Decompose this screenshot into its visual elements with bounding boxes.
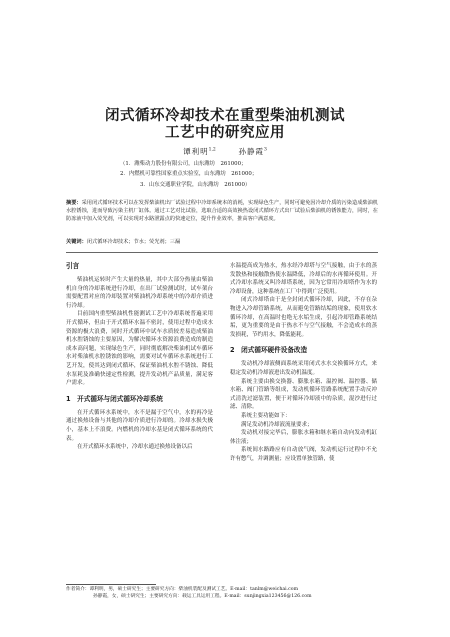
paragraph: 发动机冷却液侧面系统采用闭式水水交换循环方式，来稳定发动机冷却液进出发动机温度。 (230, 361, 377, 376)
section-heading-intro: 引言 (66, 262, 80, 270)
paragraph: 系统间水路路应有自动放气阀，发动机运行过程中不允许有憋气，并调测量；应设置单独管路，使 (230, 447, 377, 462)
affiliation-2: 2．内燃机可靠性国家重点实验室，山东潍坊 261000； (120, 171, 258, 177)
paragraph: 在开式循环水系统中，水不是漏于空气中，水的再冷是通过换热设备与其他的冷却介质进行冷却的。冷却水损失极小，基本上不浪费。内燃机的冷却水基是闭式循环系统的代表。 (66, 409, 213, 442)
author-line (0, 146, 450, 157)
paragraph: 目前国内重型柴油机性能测试工艺中冷却系统普遍采用开式循环，但由于开式循环水温不密封，使用过程中造成水资源的极大浪费，同时开式循环中试车水质较差易造成柴油机水腔锈蚀的主要原因，为解决循环水资源浪费造成的制造成本高问题，实现绿色生产，同时彻底解决柴油机试车循环水对柴油机水腔锈蚀的影响，需要对试车循环水系统进行工艺开发，使其达到闭式循环，保证柴油机水腔不锈蚀、降低水泵耗及准确快速定性检测，提升发动机产品质量，满足客户需求。 (66, 311, 213, 387)
paragraph: 系统主要功能如下： (241, 412, 291, 419)
paragraph: 发动机对接完毕后，膨胀水箱和继水箱自动向发动机缸体注液； (230, 430, 377, 445)
abstract-label: 摘要： (66, 200, 82, 206)
paper-title-line2: 工艺中的研究应用 (165, 125, 285, 141)
paragraph: 在开式循环水系统中，冷却水通过换热设备以后 (77, 444, 193, 451)
paragraph: 柴油机运转时产生大量的热量，其中大部分热量由柴油机自身的冷却系统进行冷却，在出厂试验测试时，试车架台需要配置对应的冷却装置对柴油机冷却系统中的冷却介质进行冷却。 (66, 277, 213, 309)
abstract (66, 200, 378, 224)
footnote-line-2: 孙静霞，女，硕士研究生；主要研究方向：载运工具运用工程。E-mail：sunjingxia123456@126.com (93, 594, 312, 600)
right-column (230, 262, 377, 463)
footnote-line-1: 作者简介：谭利明，男，硕士研究生；主要研究方向：柴油机装配及测试工艺。E-mail：tanlm@weichai.com (66, 587, 299, 592)
paper-title-line1: 闭式循环冷却技术在重型柴油机测试 (105, 108, 345, 124)
footnote-divider (66, 584, 156, 585)
author-2-affil-mark: 3 (264, 147, 267, 153)
paragraph: 闭式冷却塔由于是全封闭式循环冷却，因此，不存在杂物进入冷却管路系统，从而避免管路结垢的现象，使用软水循环冷却，在高温时也绝无水垢生成，引起冷却管路系统结垢，更为重要的是由于热水不与空气接触，不会造成水的蒸发损耗，节约用水，降低能耗。 (230, 297, 377, 338)
section-heading-1: 1 开式循环与闭式循环冷却系统 (66, 394, 163, 403)
section-heading-2: 2 闭式循环硬件设备改造 (230, 346, 308, 355)
paragraph: 系统主要由换交换器、膨胀水箱、温控阀、温控器、储水箱、阀门管路等组成，发动机循环管路系统配置手动反冲式清洗过滤装置，便于对循环冷却液中的杂质，混沙进行过滤、清除。 (230, 378, 377, 411)
author-2: 孙静霞 (238, 147, 265, 156)
abstract-text: 采用闭式循环技术可以在发挥柴油机出厂试验过程中冷却系统本的消耗，实现绿色生产，同时可避免因冷却介质的污染造成柴油机水腔锈蚀，进而导致污染主机厂缸体。通过工艺对比试验，选取合适的高效换热设闭式循环方式出厂试验后柴油机的锈蚀能力，同时，在防冻液中加入荧光剂，可以实现对水路泄露点的快速定位，提升作业效率，推高客户满意度。 (66, 200, 378, 222)
affiliation-3: 3．山东交通职业学院，山东潍坊 261000） (140, 182, 251, 188)
left-column (66, 262, 213, 452)
abstract-divider (66, 252, 378, 253)
keywords-text: 闭式循环冷却技术；节水；荧光剂；三漏 (86, 239, 181, 245)
paragraph: 满足发动机冷却液流量要求； (241, 421, 313, 428)
affiliation-1: （1．潍柴动力股份有限公司，山东潍坊 261000； (120, 161, 247, 167)
keywords-label: 关键词： (66, 239, 87, 245)
paragraph: 水温提高成为热水，热水经冷却塔与空气接触，由于水的蒸发散热和接触散热使水温降低，冷却后的水再循环使用。开式冷却水系统又叫冷却塔系统，因为它常用冷却塔作为水的冷却设备，这种系统在工厂中得到广泛使用。 (230, 263, 377, 295)
author-1: 谭利明 (183, 147, 209, 156)
author-footnote (66, 586, 378, 600)
author-1-affil-mark: 1,2 (208, 147, 216, 153)
keywords (66, 239, 378, 247)
